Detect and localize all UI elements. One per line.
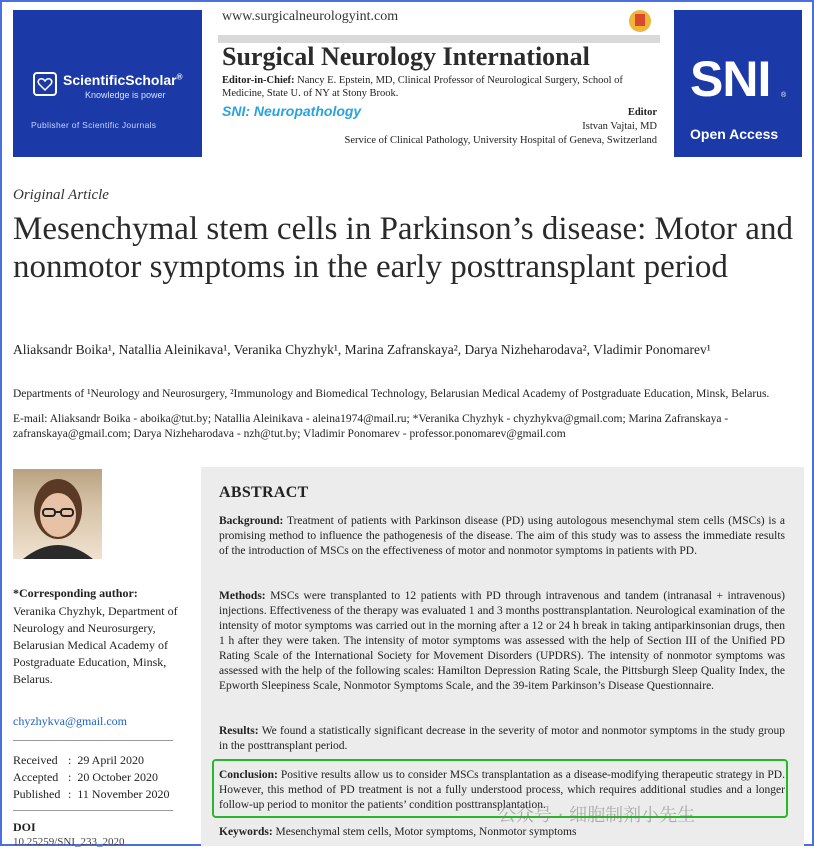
editor-name: Istvan Vajtai, MD — [582, 121, 657, 132]
abstract-methods: Methods: MSCs were transplanted to 12 patients with PD through intravenous and tandem (intranasal + intravenous) injections. Effectiveness of the therapy was evaluated 1 and 3 months posttransplantation. Neurological examination of the intensity of motor symptoms was carried out in the morning after a 12 or 24 h break in taking antiparkinsonian drugs, then 1 h after they were taken. The intensity of motor symptoms was assessed with the help of Section III of the Unified PD Rating Scale of the International Society for Movement Disorders (UPDRS). The intensity of nonmotor symptoms was assessed with the help of the following scales: Hamilton Depression Rating Scale, the Pittsburgh Sleep Quality Index, the Epworth Sleepiness Scale, Nonmotor Symptoms Scale, and the 39-item Parkinson’s Disease Questionnaire. — [219, 590, 786, 692]
journal-title: Surgical Neurology International — [222, 42, 590, 71]
section-label: SNI: Neuropathology — [222, 103, 362, 119]
sni-mark: SNI — [690, 51, 771, 107]
abstract-results: Results: We found a statistically significant decrease in the severity of motor and nonmotor symptoms in the study group in the posttransplant period. — [219, 725, 785, 752]
open-access-label: Open Access — [690, 126, 779, 142]
sidebar-divider-2 — [13, 810, 173, 811]
scholar-publisher: Publisher of Scientific Journals — [31, 120, 157, 130]
sni-logo[interactable] — [674, 10, 802, 157]
date-published: Published : 11 November 2020 — [13, 787, 170, 801]
abstract-keywords: Keywords: Mesenchymal stem cells, Motor symptoms, Nonmotor symptoms — [219, 826, 577, 838]
doi-value[interactable]: 10.25259/SNI_233_2020 — [13, 836, 125, 848]
author-list: Aliaksandr Boika¹, Natallia Aleinikava¹, Veranika Chyzhyk¹, Marina Zafranskaya², Darya Nizheharodava², Vladimir Ponomarev¹ — [13, 342, 711, 357]
sidebar-divider — [13, 740, 173, 741]
scholar-mark-icon — [33, 72, 57, 96]
date-accepted: Accepted : 20 October 2020 — [13, 770, 158, 784]
author-emails: E-mail: Aliaksandr Boika - aboika@tut.by; Natallia Aleinikava - aleina1974@mail.ru; *Veranika Chyzhyk - chyzhykva@gmail.com; Marina Zafranskaya - zafranskaya@gmail.com; Darya Nizheharodava - nzh@tut.by; Vladimir Ponomarev - professor.ponomarev@gmail.com — [13, 413, 729, 440]
corresponding-author-text: Veranika Chyzhyk, Department of Neurology and Neurosurgery, Belarusian Medical Academy of Postgraduate Education, Minsk, Belarus. — [13, 604, 178, 686]
doi-label: DOI — [13, 820, 36, 834]
publication-dates — [13, 752, 170, 803]
scientificscholar-logo[interactable] — [13, 10, 202, 157]
scholar-tagline: Knowledge is power — [85, 90, 166, 100]
abstract-heading: ABSTRACT — [219, 484, 309, 501]
editor-label: Editor — [627, 107, 657, 118]
sni-reg: ® — [781, 92, 787, 99]
editor-affiliation: Service of Clinical Pathology, University Hospital of Geneva, Switzerland — [344, 135, 657, 146]
article-title: Mesenchymal stem cells in Parkinson’s disease: Motor and nonmotor symptoms in the early posttransplant period — [13, 211, 793, 285]
journal-url[interactable]: www.surgicalneurologyint.com — [222, 9, 399, 24]
article-type: Original Article — [13, 187, 109, 203]
abstract-conclusion: Conclusion: Positive results allow us to consider MSCs transplantation as a disease-modifying therapeutic strategy in PD. However, this method of PD treatment is not a fully understood process, which requires additional studies and a longer follow-up period to monitor the patients’ condition posttransplantation. — [219, 769, 785, 811]
date-received: Received : 29 April 2020 — [13, 753, 145, 767]
bookmark-icon[interactable] — [629, 10, 651, 32]
author-photo — [13, 469, 102, 559]
watermark: 公众号 · 细胞制剂小先生 — [498, 805, 696, 826]
author-affiliations: Departments of ¹Neurology and Neurosurgery, ²Immunology and Biomedical Technology, Belarusian Medical Academy of Postgraduate Education, Minsk, Belarus. — [13, 388, 770, 400]
abstract-background: Background: Treatment of patients with Parkinson disease (PD) using autologous mesenchymal stem cells (MSCs) is a promising method to influence the pathogenesis of the disease. The aim of this study was to assess the immediate results of the introduction of MSCs on the effectiveness of motor and nonmotor symptoms in patients with PD. — [219, 515, 786, 557]
corresponding-author-label: *Corresponding author: — [13, 586, 138, 600]
editor-in-chief: Editor-in-Chief: Nancy E. Epstein, MD, Clinical Professor of Neurological Surgery, School of Medicine, State U. of NY at Stony Brook. — [222, 75, 623, 99]
corresponding-author-email[interactable]: chyzhykva@gmail.com — [13, 714, 128, 728]
scholar-brand: ScientificScholar® — [63, 72, 183, 88]
